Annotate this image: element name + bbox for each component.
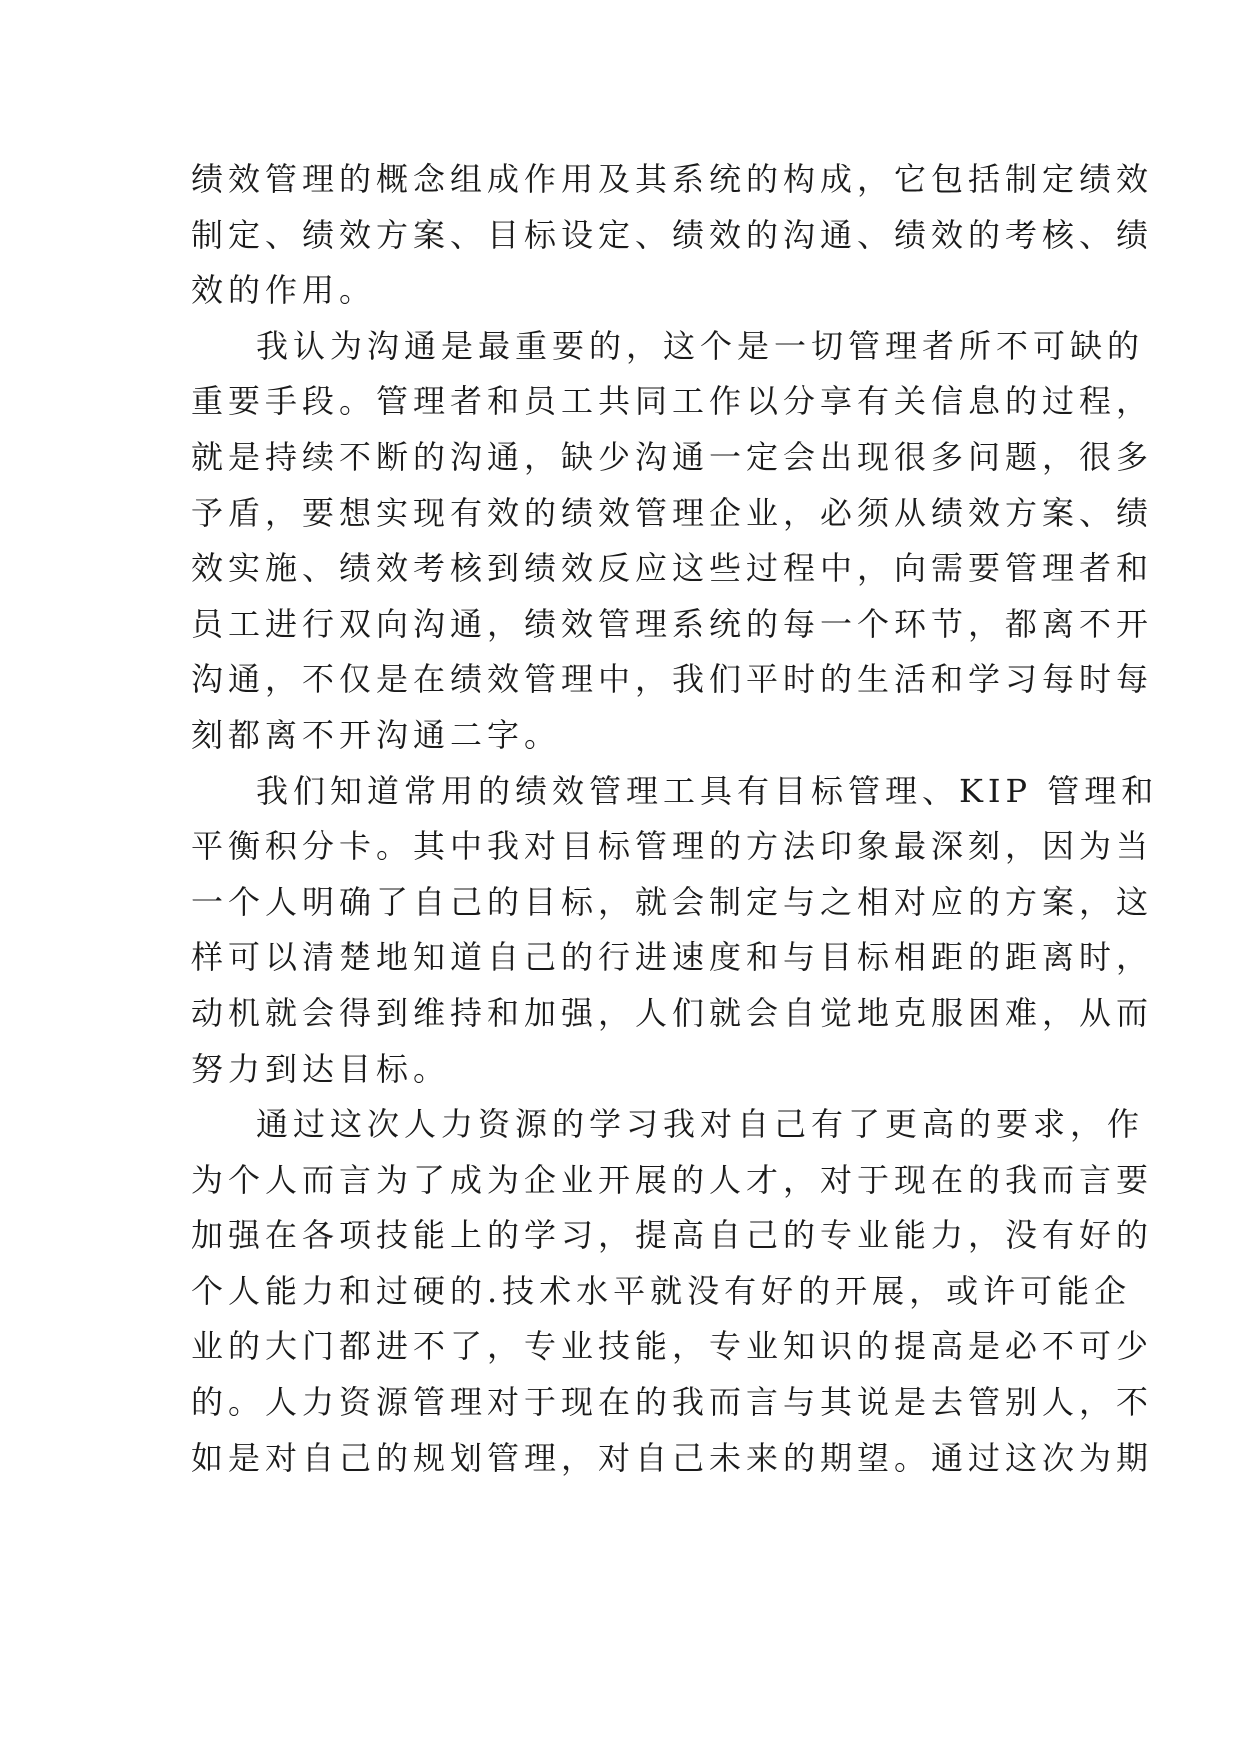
text-line: 的。人力资源管理对于现在的我而言与其说是去管别人，不 [191, 1383, 1154, 1422]
text-line: 如是对自己的规划管理，对自己未来的期望。通过这次为期 [191, 1438, 1154, 1477]
text-line: 业的大门都进不了，专业技能，专业知识的提高是必不可少 [191, 1327, 1154, 1366]
text-line: 平衡积分卡。其中我对目标管理的方法印象最深刻，因为当 [191, 827, 1154, 866]
text-line: 加强在各项技能上的学习，提高自己的专业能力，没有好的 [191, 1216, 1154, 1255]
text-line: 重要手段。管理者和员工共同工作以分享有关信息的过程， [191, 382, 1154, 421]
text-line: 予盾，要想实现有效的绩效管理企业，必须从绩效方案、绩 [191, 493, 1154, 532]
text-line: 动机就会得到维持和加强，人们就会自觉地克服困难，从而 [191, 993, 1154, 1032]
text-line: 个人能力和过硬的.技术水平就没有好的开展，或许可能企 [191, 1271, 1132, 1310]
text-line: 绩效管理的概念组成作用及其系统的构成，它包括制定绩效 [191, 160, 1154, 198]
text-line: 制定、绩效方案、目标设定、绩效的沟通、绩效的考核、绩 [191, 215, 1154, 254]
text-line: 通过这次人力资源的学习我对自己有了更高的要求，作 [256, 1105, 1145, 1144]
text-line: 我认为沟通是最重要的，这个是一切管理者所不可缺的 [256, 326, 1145, 365]
text-line: 效的作用。 [191, 271, 377, 310]
text-line: 一个人明确了自己的目标，就会制定与之相对应的方案，这 [191, 882, 1154, 921]
text-line: 员工进行双向沟通，绩效管理系统的每一个环节，都离不开 [191, 604, 1154, 643]
text-line: 样可以清楚地知道自己的行进速度和与目标相距的距离时， [191, 938, 1154, 977]
text-line: 我们知道常用的绩效管理工具有目标管理、KIP 管理和 [256, 771, 1159, 810]
document-body [191, 152, 1159, 1486]
text-line: 效实施、绩效考核到绩效反应这些过程中，向需要管理者和 [191, 549, 1154, 588]
text-line: 沟通，不仅是在绩效管理中，我们平时的生活和学习每时每 [191, 660, 1154, 699]
text-line: 为个人而言为了成为企业开展的人才，对于现在的我而言要 [191, 1160, 1154, 1199]
text-line: 就是持续不断的沟通，缺少沟通一定会出现很多问题，很多 [191, 437, 1154, 476]
text-line: 刻都离不开沟通二字。 [191, 715, 562, 754]
text-line: 努力到达目标。 [191, 1049, 451, 1088]
